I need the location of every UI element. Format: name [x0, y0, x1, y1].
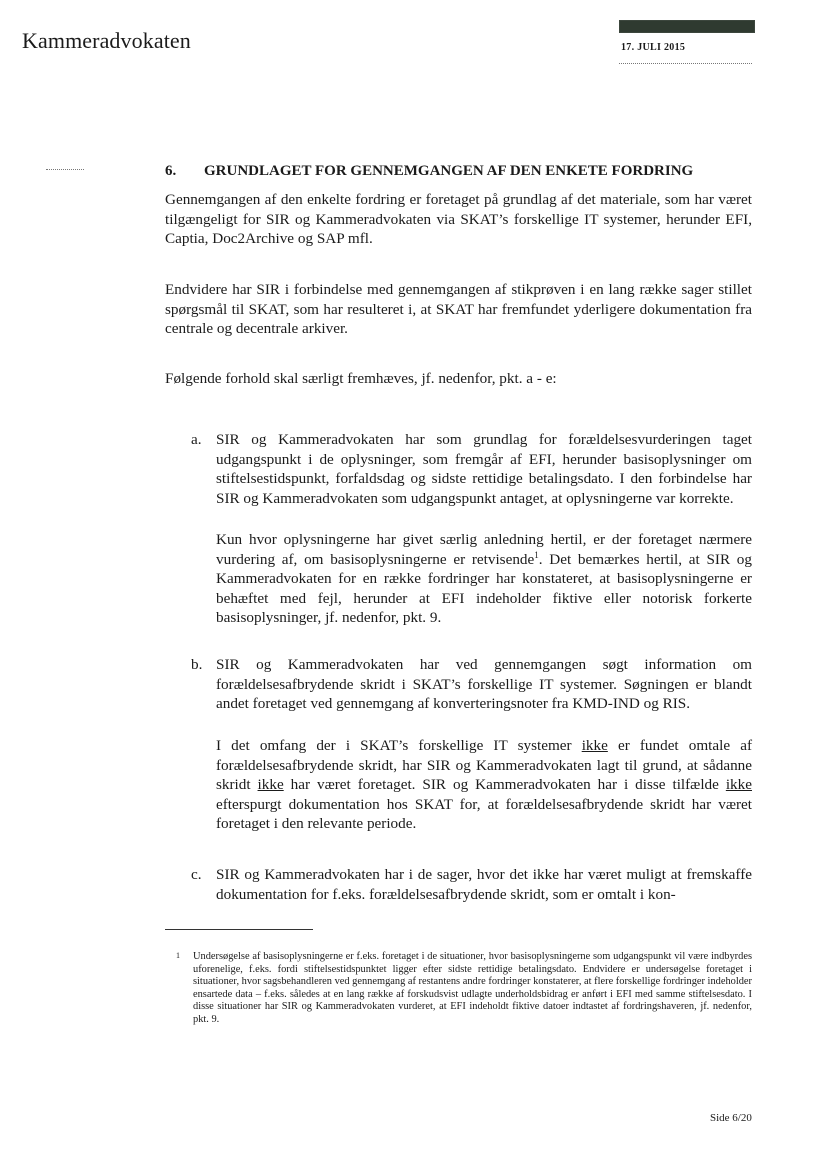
paragraph-material: Gennemgangen af den enkelte fordring er foretaget på grundlag af det materiale, som har været tilgængeligt for SIR og Kammeradvokaten via SKAT’s forskellige IT systemer, herunder EFI, Captia, Doc2Archive og SAP mfl.	[165, 191, 752, 248]
list-item-b-text: SIR og Kammeradvokaten har ved gennemgangen søgt information om forældelsesafbrydende skridt i SKAT’s forskellige IT systemer. Søgningen er blandt andet foretaget ved gennemgang af konverteringsnoter fra KMD-IND og RIS.	[216, 656, 752, 713]
paragraph-intro-list: Følgende forhold skal særligt fremhæves, jf. nedenfor, pkt. a - e:	[165, 370, 557, 387]
footnote-divider	[165, 929, 313, 930]
document-date: 17. JULI 2015	[621, 42, 686, 53]
section-title: GRUNDLAGET FOR GENNEMGANGEN AF DEN ENKETE FORDRING	[204, 163, 694, 179]
footnote-mark: 1	[176, 951, 180, 960]
text-run: er fundet omtale af forældelsesafbrydende skridt, har SIR og Kammeradvokaten lagt til grund, at sådanne skridt	[216, 737, 752, 794]
list-item-a-followup-text-start: Kun hvor oplysningerne har givet særlig anledning hertil, er der foretaget nærmere vurdering af, om basisoplysningerne er retvisende	[216, 531, 752, 568]
paragraph-questions: Endvidere har SIR i forbindelse med gennemgangen af stikprøven i en lang række sager stillet spørgsmål til SKAT, som har resulteret i, at SKAT har fremfundet yderligere dokumentation fra centrale og decentrale arkiver.	[165, 281, 752, 338]
organization-name: Kammeradvokaten	[22, 28, 191, 53]
footnote-text: Undersøgelse af basisoplysningerne er f.eks. foretaget i de situationer, hvor basisoplysningerne som udgangspunkt vil være indbyrdes uforenelige, f.eks. fordi stiftelsestidspunktet ligger efter sidste rettidige betalingsdato. Endvidere er undersøgelse foretaget i situationer, hvor sagsbehandleren ved gennemgang af restantens andre fordringer konstaterer, at flere forskellige fordringer indeholder ensartede data – f.eks. således at en lang række af forskudsvist udlagte underholdsbidrag er anført i EFI med samme stiftelsesdato. I disse situationer har SIR og Kammeradvokaten vurderet, at EFI indeholdt fiktive datoer indtastet af fordringshaveren, jf. nedenfor, pkt. 9.	[193, 951, 752, 1025]
section-heading	[165, 163, 693, 180]
footnote-reference[interactable]: 1	[534, 549, 539, 560]
text-run: efterspurgt dokumentation hos SKAT for, at forældelsesafbrydende skridt har været foretaget i den relevante periode.	[216, 795, 752, 833]
date-divider	[619, 63, 752, 64]
list-item-c-letter: c.	[191, 866, 202, 883]
list-item-a-followup	[216, 530, 752, 628]
text-run: I det omfang der i SKAT’s forskellige IT systemer	[216, 737, 582, 754]
list-item-b-followup	[216, 736, 752, 834]
list-item-a-followup-text-end: . Det bemærkes hertil, at SIR og Kammeradvokaten for en række fordringer har konstateret, at basisoplysningerne er behæftet med fejl, herunder at EFI indeholder fiktive eller notorisk forkerte basisoplysninger, jf. nedenfor, pkt. 9.	[216, 550, 752, 627]
section-number: 6.	[165, 163, 177, 179]
text-run: har været foretaget. SIR og Kammeradvokaten har i disse tilfælde	[283, 776, 726, 794]
emphasis-ikke: ikke	[581, 737, 608, 754]
emphasis-ikke: ikke	[725, 776, 752, 794]
emphasis-ikke: ikke	[257, 776, 284, 794]
header-bar	[619, 20, 755, 33]
list-item-a-text: SIR og Kammeradvokaten har som grundlag for forældelsesvurderingen taget udgangspunkt i de oplysninger, som fremgår af EFI, herunder basisoplysninger om stiftelsestidspunkt, forfaldsdag og sidste rettidige betalingsdato. I den forbindelse har SIR og Kammeradvokaten som udgangspunkt antaget, at oplysningerne var korrekte.	[216, 431, 752, 507]
list-item-c-text: SIR og Kammeradvokaten har i de sager, hvor det ikke har været muligt at fremskaffe dokumentation for f.eks. forældelsesafbrydende skridt, som er omtalt i kon-	[216, 866, 752, 903]
list-item-b-letter: b.	[191, 656, 203, 673]
page-number: Side 6/20	[710, 1112, 752, 1124]
list-item-a-letter: a.	[191, 431, 202, 448]
margin-divider	[46, 169, 84, 170]
